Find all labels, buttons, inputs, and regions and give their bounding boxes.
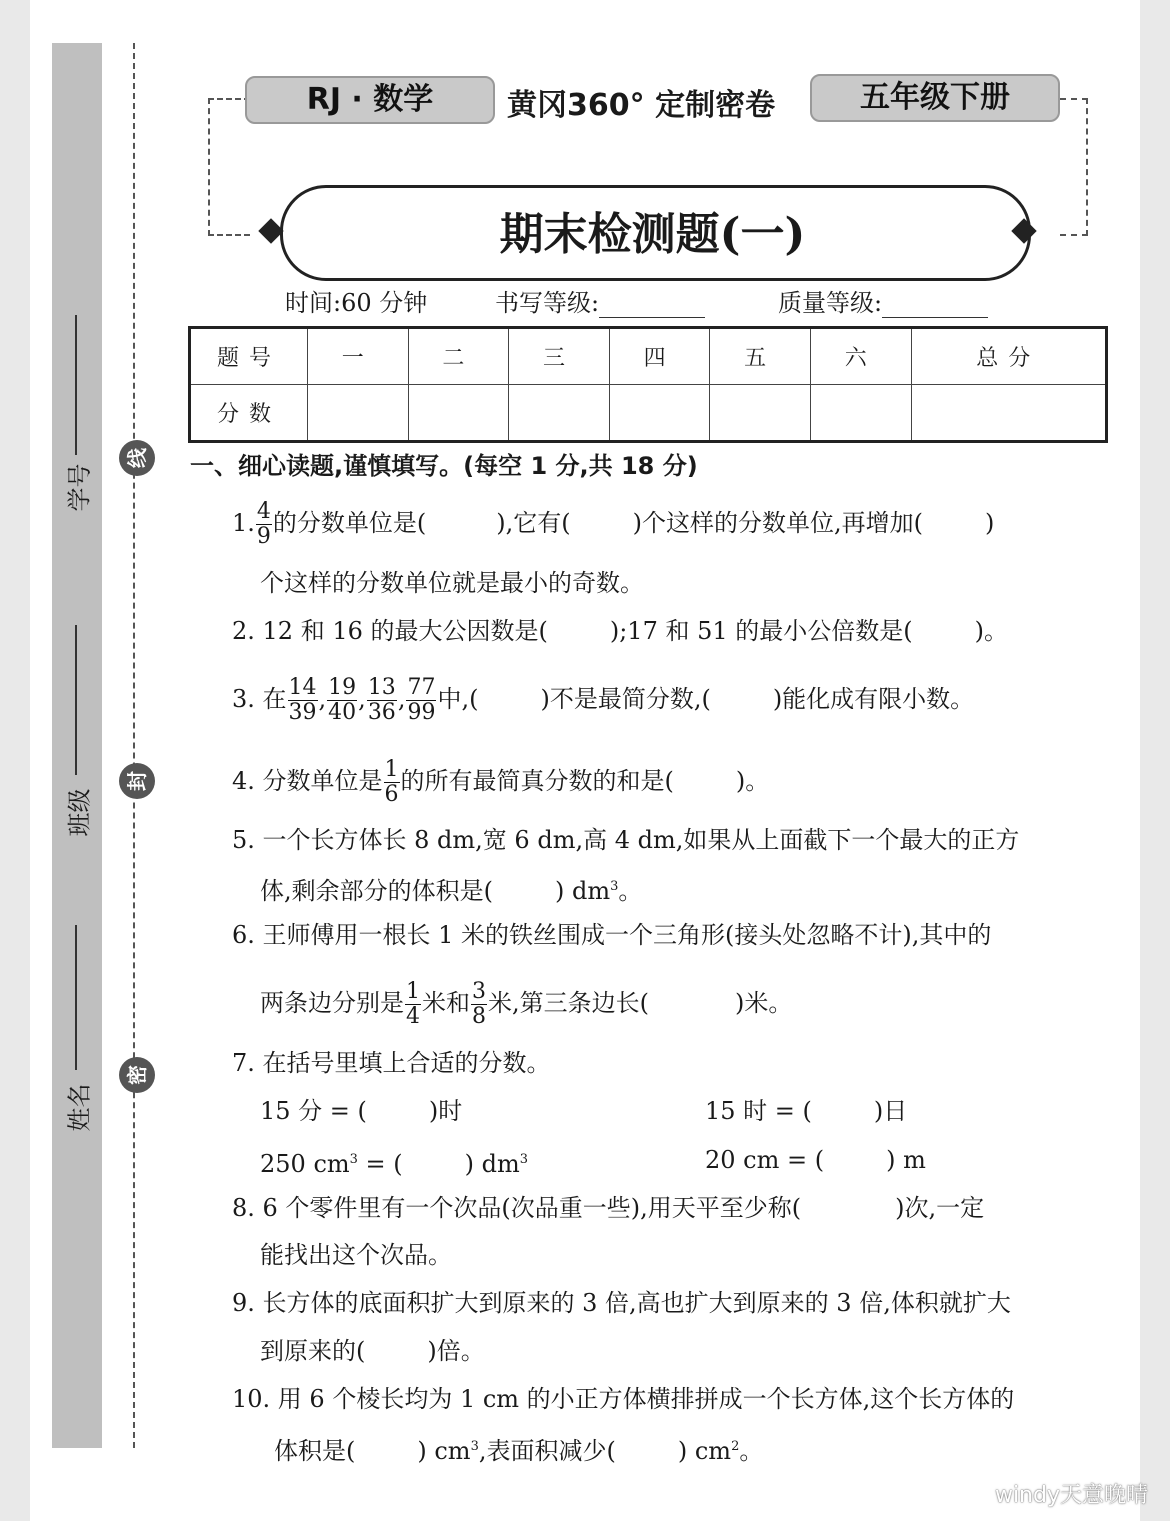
header-dash-right xyxy=(1060,98,1088,236)
writing-grade xyxy=(495,283,705,318)
col-6: 六 xyxy=(810,328,911,385)
row-label-cell: 分数 xyxy=(190,385,308,442)
quality-grade-label: 质量等级: xyxy=(778,289,883,317)
score-cell[interactable] xyxy=(308,385,409,442)
question-2: 2. 12 和 16 的最大公因数是( );17 和 51 的最小公倍数是( )。 xyxy=(232,617,1009,645)
score-cell[interactable] xyxy=(408,385,509,442)
header-dash-left xyxy=(208,98,250,236)
question-5-line2: 体,剩余部分的体积是( ) $dm^3$。 xyxy=(260,877,643,905)
score-cell[interactable] xyxy=(609,385,710,442)
writing-grade-blank[interactable] xyxy=(599,293,705,318)
score-cell[interactable] xyxy=(509,385,610,442)
question-7-b: 15 时 = ( )日 xyxy=(705,1097,908,1125)
section-1-title: 一、细心读题,谨慎填写。(每空 1 分,共 18 分) xyxy=(190,452,698,480)
fraction: $\frac{4}{9}$ xyxy=(256,499,271,549)
score-row xyxy=(190,385,1107,442)
writing-grade-label: 书写等级: xyxy=(495,289,600,317)
seal-secret: 密 xyxy=(119,1057,155,1093)
col-1: 一 xyxy=(308,328,409,385)
score-header-row xyxy=(190,328,1107,385)
question-6: 6. 王师傅用一根长 1 米的铁丝围成一个三角形(接头处忽略不计),其中的 xyxy=(232,921,992,949)
score-cell[interactable] xyxy=(710,385,811,442)
quality-grade xyxy=(778,283,988,318)
question-1: 1. $\frac{4}{9}$ 的分数单位是( ),它有( )个这样的分数单位,再增加( ) xyxy=(232,499,995,549)
cut-line xyxy=(133,43,135,1448)
watermark: windy天意晚晴 xyxy=(994,1483,1148,1508)
question-10: 10. 用 6 个棱长均为 1 cm 的小正方体横排拼成一个长方体,这个长方体的 xyxy=(232,1385,1015,1413)
fraction: $\frac{14}{39}$ xyxy=(288,675,317,725)
question-7-c: 250 $cm^3$ = ( ) $dm^3$ xyxy=(260,1150,529,1178)
col-5: 五 xyxy=(710,328,811,385)
score-cell[interactable] xyxy=(911,385,1106,442)
question-7-a: 15 分 = ( )时 xyxy=(260,1097,463,1125)
col-3: 三 xyxy=(509,328,610,385)
question-10-line2: 体积是( ) $cm^3$,表面积减少( ) $cm^2$。 xyxy=(274,1437,764,1465)
fraction: $\frac{19}{40}$ xyxy=(328,675,357,725)
question-9-line2: 到原来的( )倍。 xyxy=(260,1337,485,1365)
fraction: $\frac{3}{8}$ xyxy=(472,979,486,1029)
col-2: 二 xyxy=(408,328,509,385)
fraction: $\frac{1}{6}$ xyxy=(384,757,399,807)
fraction: $\frac{77}{99}$ xyxy=(407,675,436,725)
question-7: 7. 在括号里填上合适的分数。 xyxy=(232,1049,551,1077)
col-total: 总分 xyxy=(911,328,1106,385)
exam-title: 期末检测题(一) xyxy=(499,209,806,260)
header-label-cell: 题号 xyxy=(190,328,308,385)
seal-seal: 封 xyxy=(119,763,155,799)
subject-pill: RJ · 数学 xyxy=(245,76,495,124)
question-1-line2: 个这样的分数单位就是最小的奇数。 xyxy=(260,569,644,597)
question-4: 4. 分数单位是 $\frac{1}{6}$ 的所有最简真分数的和是( )。 xyxy=(232,757,770,807)
question-8-line2: 能找出这个次品。 xyxy=(260,1241,452,1269)
name-line xyxy=(75,925,77,1070)
time-label: 时间:60 分钟 xyxy=(285,289,428,317)
grade-pill: 五年级下册 xyxy=(810,74,1060,122)
binding-strip xyxy=(52,43,102,1448)
score-cell[interactable] xyxy=(810,385,911,442)
question-7-d: 20 cm = ( ) m xyxy=(705,1146,926,1174)
question-8: 8. 6 个零件里有一个次品(次品重一些),用天平至少称( )次,一定 xyxy=(232,1194,985,1222)
question-9: 9. 长方体的底面积扩大到原来的 3 倍,高也扩大到原来的 3 倍,体积就扩大 xyxy=(232,1289,1011,1317)
question-3: 3. 在 $\frac{14}{39}$ , $\frac{19}{40}$ , $\frac{13}{36}$ , $\frac{77}{99}$ 中,( )不是最简分数,( )能化成有限小数。 xyxy=(232,675,975,725)
brand-title: 黄冈360° 定制密卷 xyxy=(507,88,776,123)
fraction: $\frac{1}{4}$ xyxy=(406,979,420,1029)
student-id-line xyxy=(75,315,77,455)
class-line xyxy=(75,625,77,775)
question-5: 5. 一个长方体长 8 dm,宽 6 dm,高 4 dm,如果从上面截下一个最大的正方 xyxy=(232,826,1020,854)
question-6-line2: 两条边分别是 $\frac{1}{4}$ 米和 $\frac{3}{8}$ 米,第三条边长( )米。 xyxy=(260,979,793,1029)
fraction: $\frac{13}{36}$ xyxy=(367,675,396,725)
seal-line: 线 xyxy=(119,440,155,476)
col-4: 四 xyxy=(609,328,710,385)
quality-grade-blank[interactable] xyxy=(882,293,988,318)
score-table xyxy=(188,326,1108,443)
